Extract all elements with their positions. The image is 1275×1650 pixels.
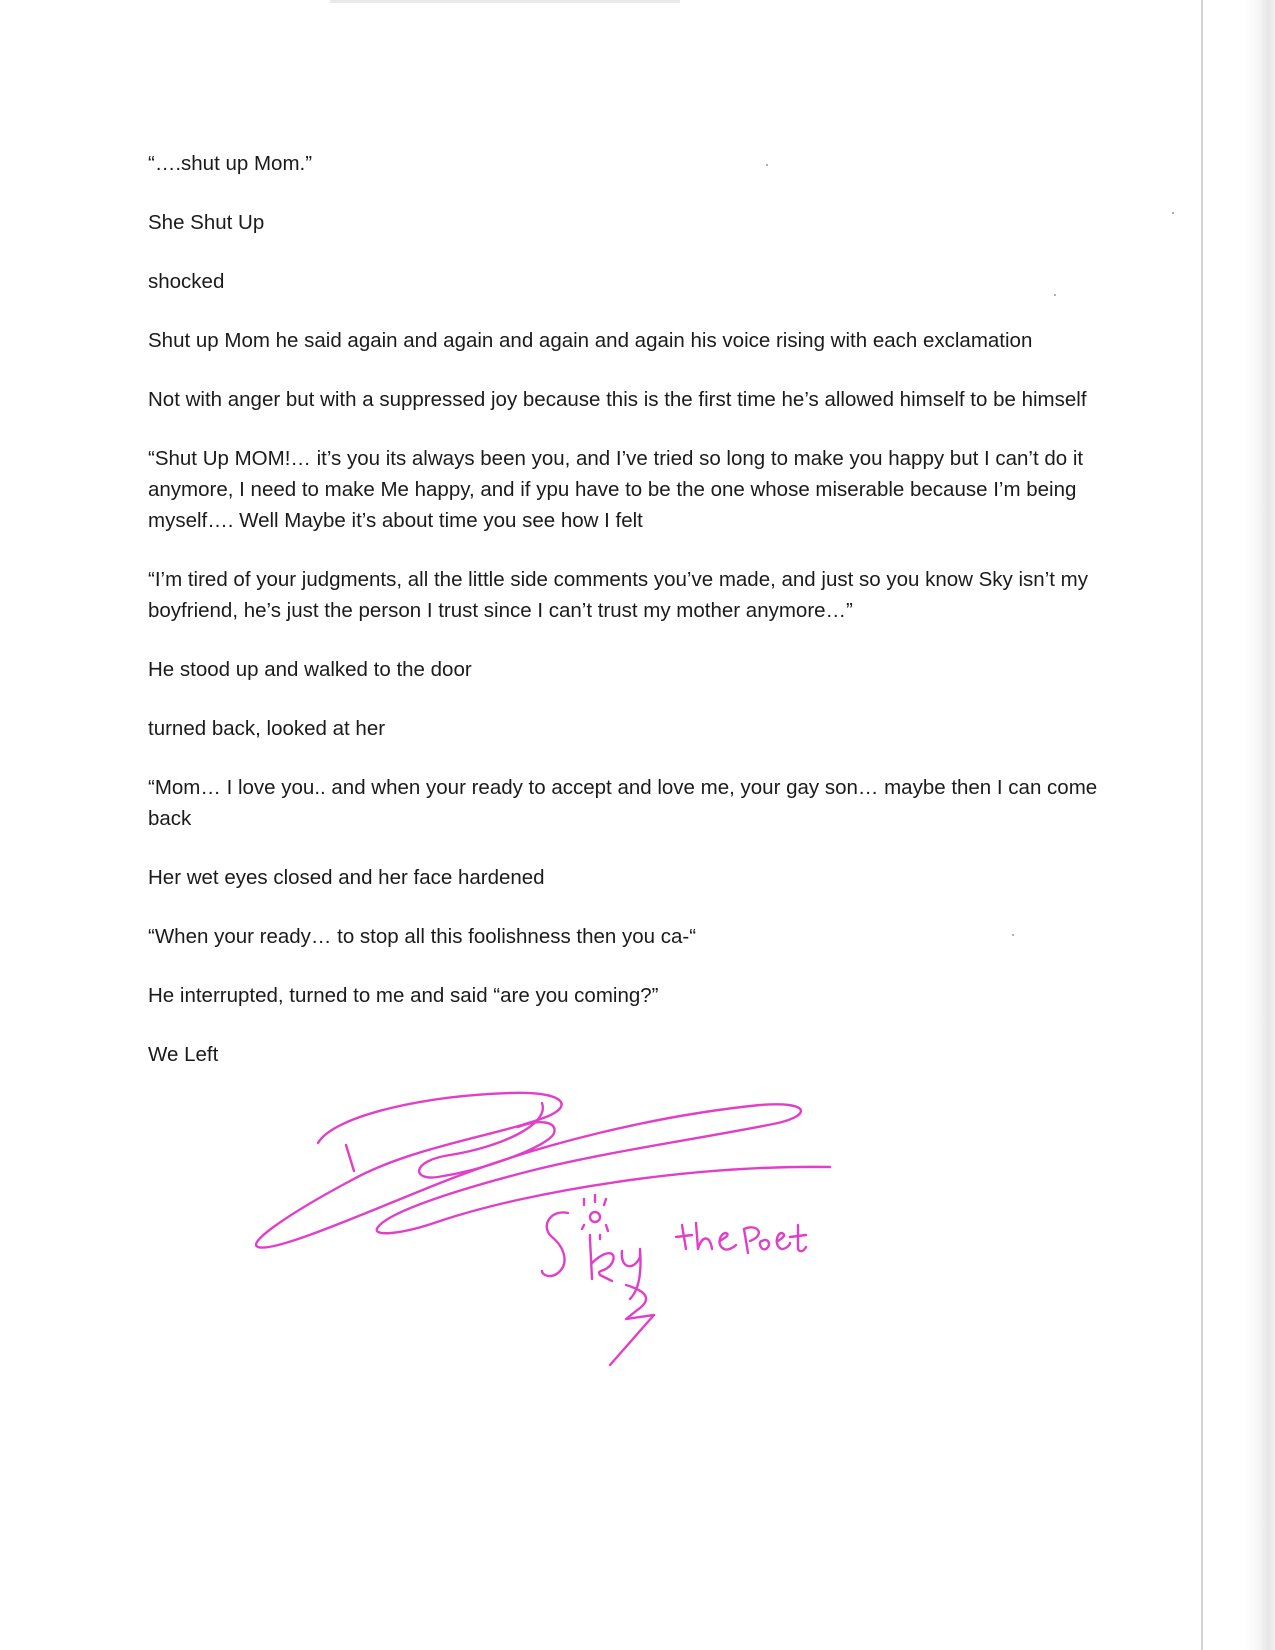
paragraph: “….shut up Mom.” <box>148 152 313 175</box>
paragraph: “When your ready… to stop all this foolishness then you ca-“ <box>148 925 697 948</box>
paragraph: He interrupted, turned to me and said “are you coming?” <box>148 984 659 1007</box>
signature-drawing <box>250 1085 850 1375</box>
signature-poet-word <box>744 1225 806 1253</box>
signature-inner-loop <box>419 1103 554 1178</box>
signature-s <box>542 1212 568 1276</box>
paragraph: “Shut Up MOM!… it’s you its always been you, and I’ve tried so long to make you happy but I can’t do it anymore, I need to make Me happy, and if ypu have to be the one whose miserable because I’m being myself…. Well Maybe it’s about time you see how I felt <box>148 447 1084 532</box>
paragraph: We Left <box>148 1043 219 1066</box>
paragraph: “Mom… I love you.. and when your ready to accept and love me, your gay son… maybe then I can come back <box>148 776 1098 830</box>
paragraph: turned back, looked at her <box>148 717 386 740</box>
signature-sun-rays <box>582 1195 608 1239</box>
paragraph: He stood up and walked to the door <box>148 658 472 681</box>
page-edge-shadow <box>1205 0 1275 1650</box>
paragraph: “I’m tired of your judgments, all the little side comments you’ve made, and just so you know Sky isn’t my boyfriend, he’s just the person I trust since I can’t trust my mother anymore…” <box>148 568 1088 622</box>
paragraph: She Shut Up <box>148 211 265 234</box>
paragraph: Not with anger but with a suppressed joy because this is the first time he’s allowed himself to be himself <box>148 388 1087 411</box>
paragraph: shocked <box>148 270 225 293</box>
signature-tick <box>346 1145 354 1171</box>
handwritten-signature <box>250 1085 850 1375</box>
story-text <box>148 148 1108 1098</box>
signature-flourish-loop <box>256 1093 830 1248</box>
scan-smudge <box>330 0 680 3</box>
signature-k <box>590 1239 614 1281</box>
paragraph: Her wet eyes closed and her face hardened <box>148 866 545 889</box>
page-edge-line <box>1201 0 1203 1650</box>
signature-sun-icon <box>590 1212 600 1222</box>
paragraph: Shut up Mom he said again and again and again and again his voice rising with each exclamation <box>148 329 1033 352</box>
scan-speck <box>1172 212 1174 214</box>
signature-the-word <box>676 1223 736 1250</box>
signature-y <box>622 1249 641 1299</box>
